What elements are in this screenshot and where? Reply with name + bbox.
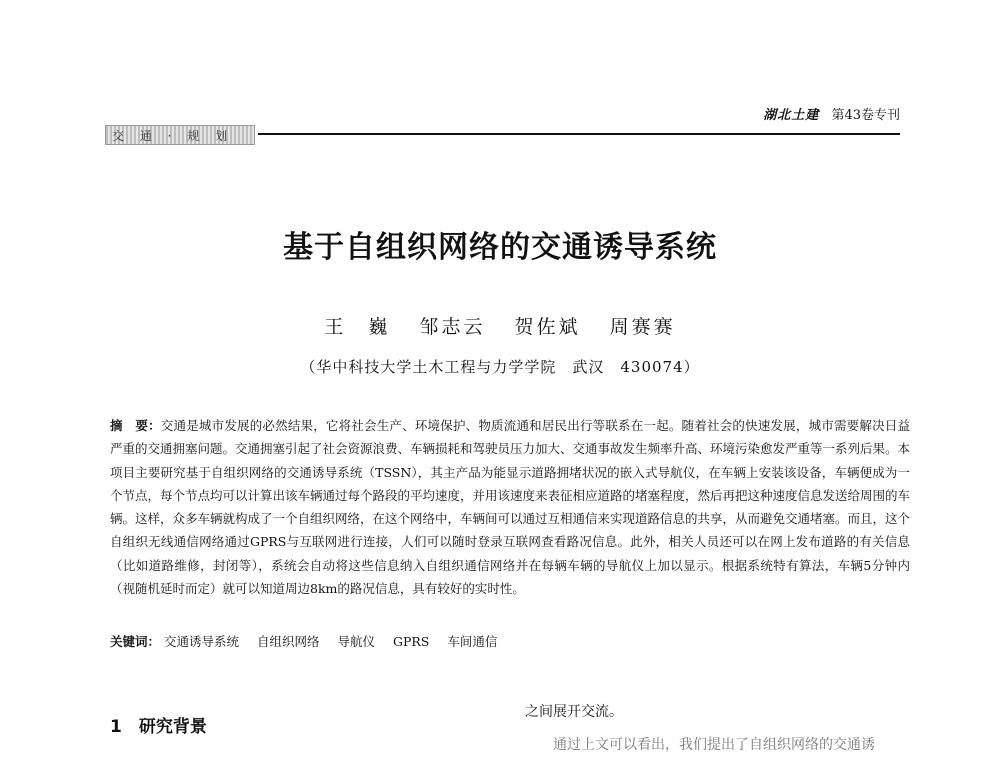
keyword: 自组织网络 (257, 634, 320, 649)
author: 贺佐斌 (514, 316, 581, 338)
keyword: 车间通信 (447, 634, 498, 649)
keyword: GPRS (393, 634, 430, 649)
keywords-label: 关键词： (110, 634, 161, 649)
author-list (0, 312, 1000, 339)
body-line-cut: 通过上文可以看出，我们提出了自组织网络的交通诱 (553, 737, 875, 753)
abstract-label: 摘 要： (110, 418, 161, 433)
author: 邹志云 (419, 316, 486, 338)
right-column-text (525, 696, 910, 753)
header-rule (258, 133, 900, 135)
journal-info (763, 104, 900, 123)
keyword: 交通诱导系统 (164, 634, 240, 649)
keyword: 导航仪 (337, 634, 376, 649)
journal-name: 湖北土建 (763, 108, 820, 123)
journal-issue: 第43卷专刊 (831, 108, 900, 123)
author: 王 巍 (324, 316, 391, 338)
author: 周赛赛 (609, 316, 676, 338)
section-stamp: 交 通 · 规 划 (105, 125, 255, 145)
paper-title: 基于自组织网络的交通诱导系统 (283, 230, 717, 265)
abstract (110, 414, 910, 600)
page-header (0, 0, 1000, 160)
body-line: 之间展开交流。 (525, 704, 623, 720)
abstract-text: 交通是城市发展的必然结果，它将社会生产、环境保护、物质流通和居民出行等联系在一起。随着社会的快速发展，城市需要解决日益严重的交通拥塞问题。交通拥塞引起了社会资源浪费、车辆损耗和驾驶员压力加大、交通事故发生频率升高、环境污染愈发严重等一系列后果。本项目主要研究基于自组织网络的交通诱导系统（TSSN），其主产品为能显示道路拥堵状况的嵌入式导航仪，在车辆上安装该设备，车辆便成为一个节点，每个节点均可以计算出该车辆通过每个路段的平均速度，并用该速度来表征相应道路的堵塞程度，然后再把这种速度信息发送给周围的车辆。这样，众多车辆就构成了一个自组织网络，在这个网络中，车辆间可以通过互相通信来实现道路信息的共享，从而避免交通堵塞。而且，这个自组织无线通信网络通过GPRS与互联网进行连接，人们可以随时登录互联网查看路况信息。此外，相关人员还可以在网上发布道路的有关信息（比如道路维修，封闭等），系统会自动将这些信息纳入自组织通信网络并在每辆车辆的导航仪上加以显示。根据系统特有算法，车辆5分钟内（视随机延时而定）就可以知道周边8km的路况信息，具有较好的实时性。 (110, 418, 911, 597)
keywords (110, 632, 910, 650)
section-heading: 1 研究背景 (110, 717, 207, 737)
affiliation: （华中科技大学土木工程与力学学院 武汉 430074） (300, 358, 700, 376)
